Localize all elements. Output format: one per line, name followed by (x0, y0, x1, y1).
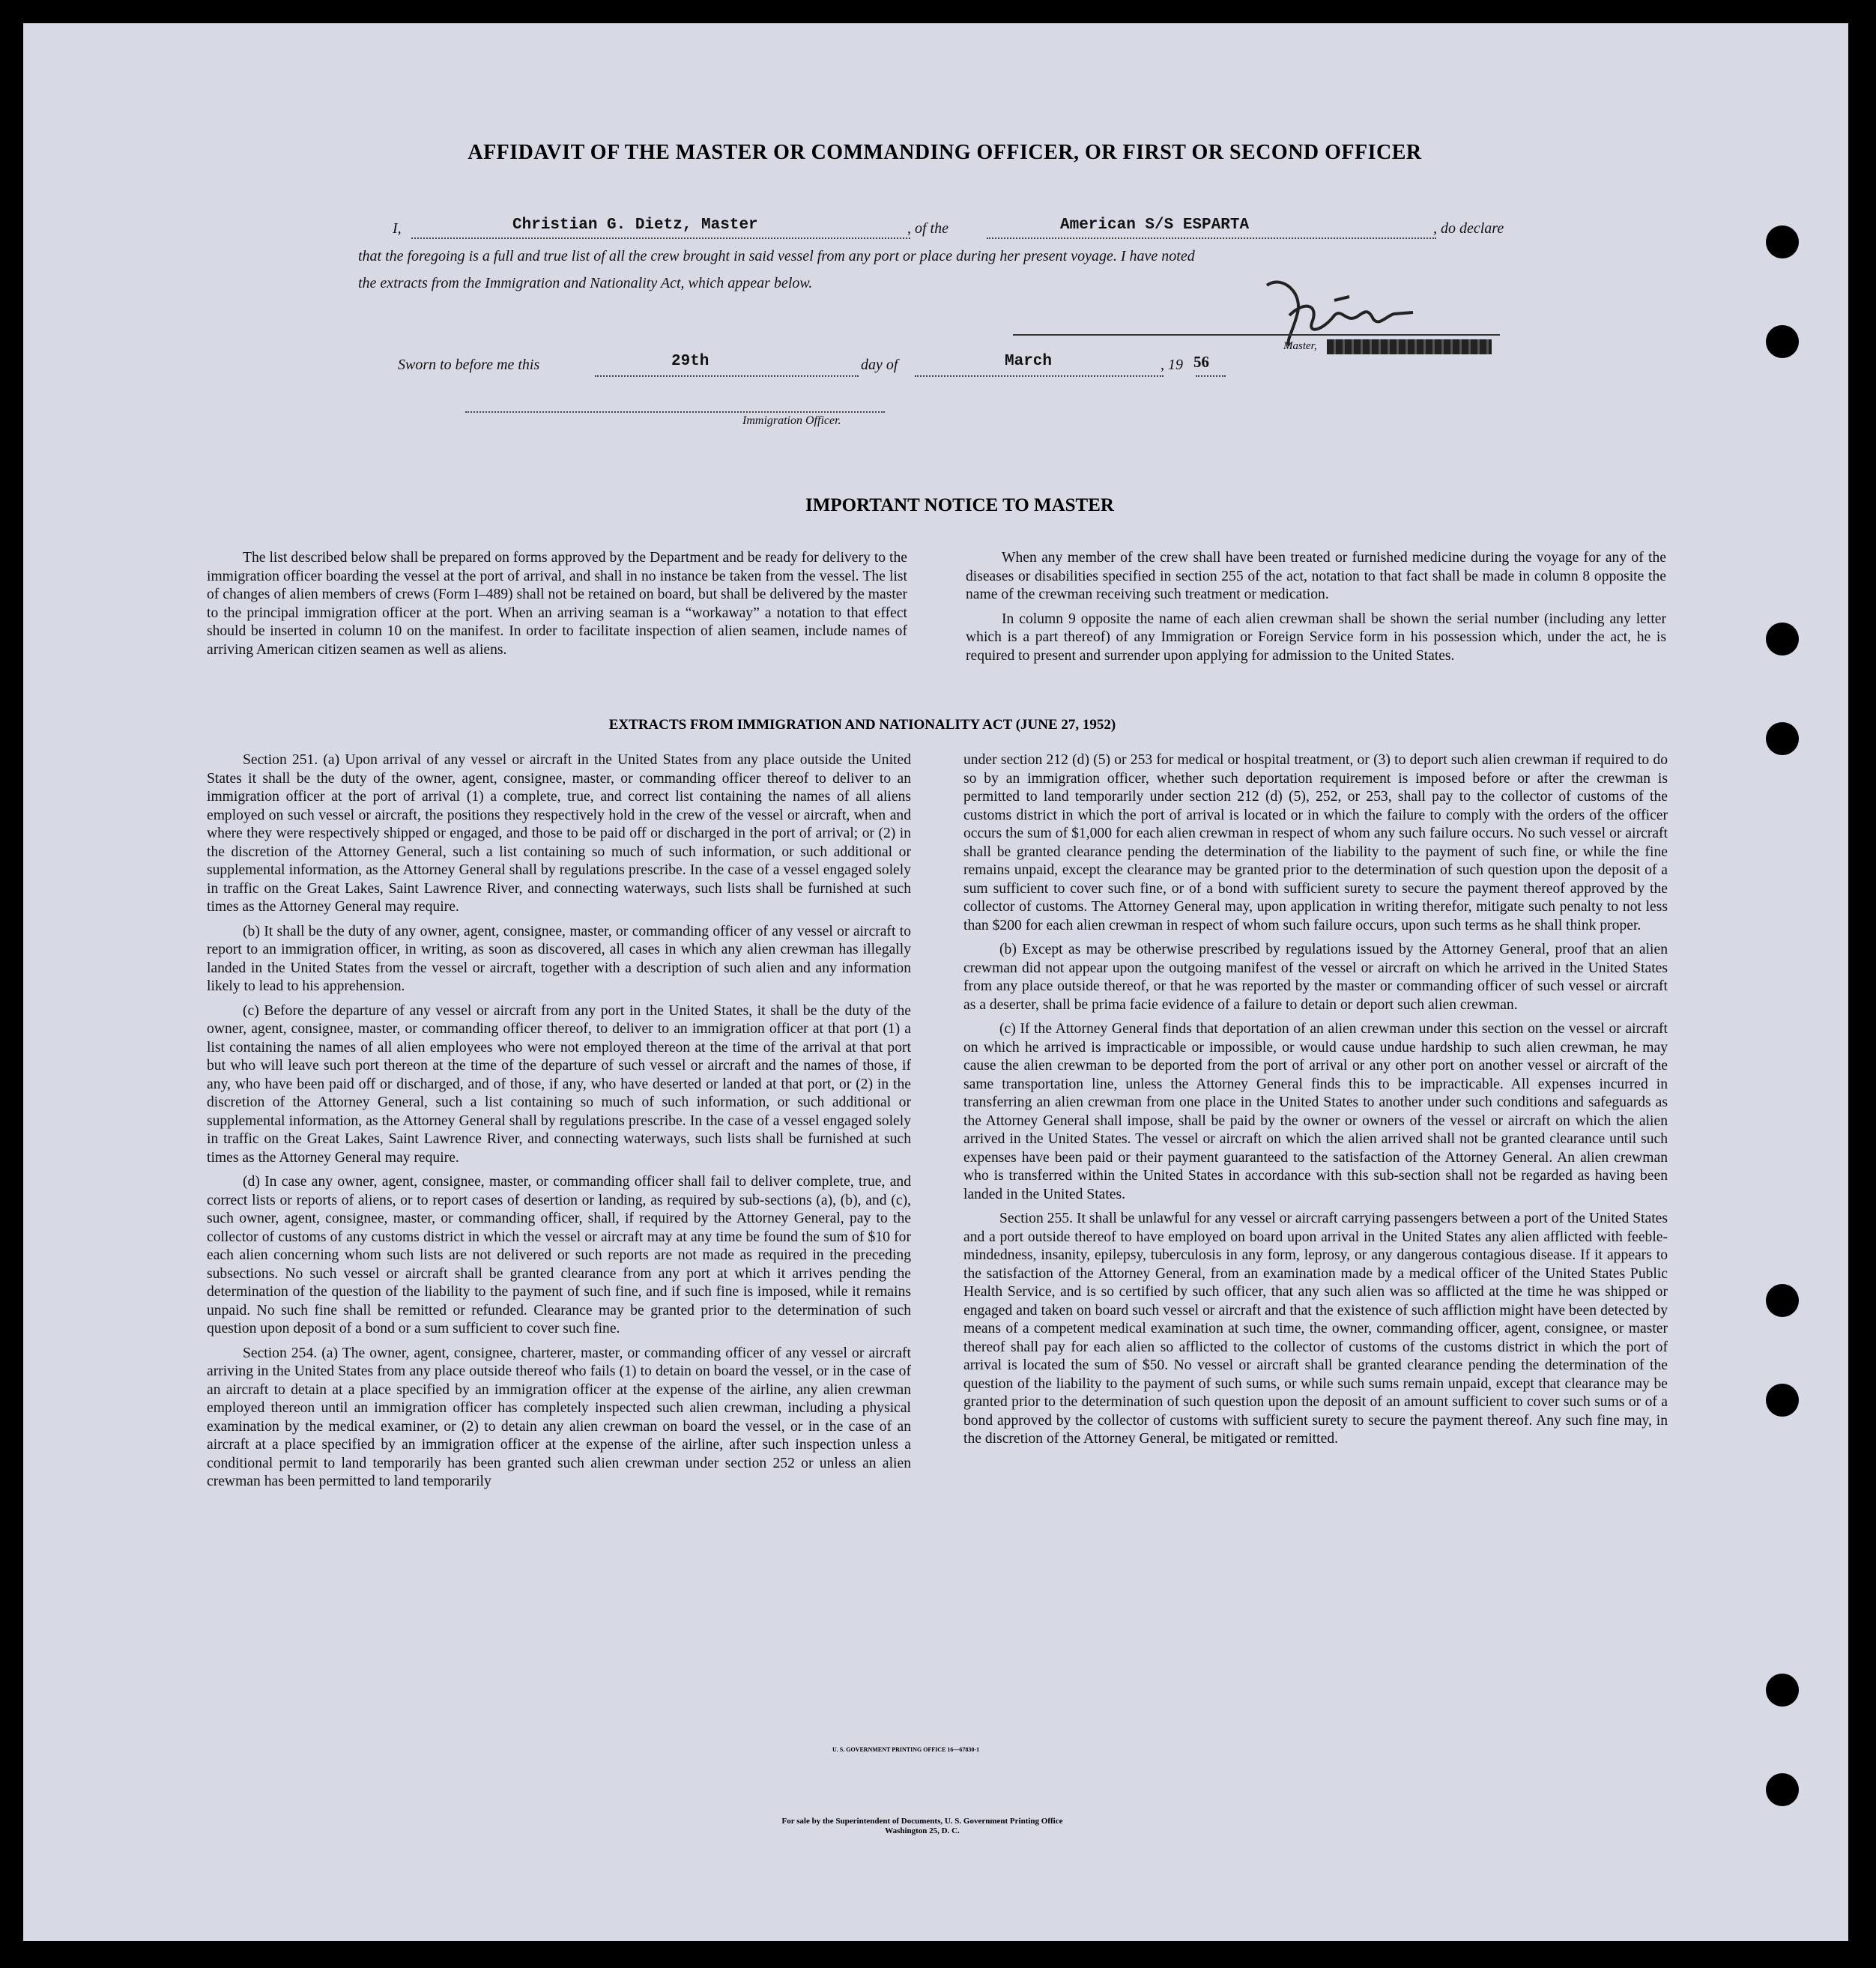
extracts-right-column (963, 751, 1668, 1455)
section-paragraph: (b) Except as may be otherwise prescribed by regulations issued by the Attorney General, proof that an alien crewman did not appear upon the outgoing manifest of the vessel or aircraft on which he arrived in the United States from any place outside thereof, or that he was reported by the master or commanding officer of such vessel or aircraft as a deserter, shall be prima facie evidence of a failure to detain or deport such alien crewman. (963, 942, 1668, 1013)
do-declare-label: , do declare (1433, 220, 1504, 237)
punch-hole (1766, 722, 1799, 755)
section-paragraph: (c) Before the departure of any vessel or aircraft from any port in the United States, it shall be the duty of the owner, agent, consignee, master, or commanding officer thereof, to deliver to an immigration officer at that port (1) a list containing the names of all alien employees who were not employed thereon at the time of the arrival at that port but who will leave such port thereon at the time of the departure of such vessel or aircraft and the names of those, if any, who have been paid off or discharged, and of those, if any, who have deserted or landed at that port, or (2) in the discretion of the Attorney General, such a list containing so much of such information, or such additional or supplemental information, as the Attorney General shall by regulations prescribe. In the case of a vessel engaged solely in traffic on the Great Lakes, Saint Lawrence River, and connecting waterways, such lists shall be furnished at such times as the Attorney General may require. (207, 1002, 911, 1166)
struck-title (1327, 339, 1492, 354)
section-paragraph: under section 212 (d) (5) or 253 for medical or hospital treatment, or (3) to deport such alien crewman if required to do so by an immigration officer, whether such deportation requirement is imposed before or after the crewman is permitted to land temporarily under section 212 (d) (5), 252, or 253, shall pay to the collector of customs of the customs district in which the port of arrival is located or in which the failure to comply with the orders of the officer occurs the sum of $1,000 for each alien crewman in respect of whom any such failure occurs. No such vessel or aircraft shall be granted clearance pending the determination of the liability to the payment of such fine, or while the fine remains unpaid, except the clearance may be granted prior to the determination of such question upon the deposit of a sum sufficient to cover such fine, or of a bond with sufficient surety to secure the payment thereof approved by the collector of customs. The Attorney General may, upon application in writing therefor, mitigate such penalty to not less than $200 for each alien crewman in respect of whom such failure occurs, upon such terms as he shall think proper. (963, 752, 1668, 933)
sworn-month: March (1005, 353, 1053, 370)
name-line (411, 237, 910, 239)
sworn-day: 29th (671, 353, 709, 370)
of-the-label: , of the (907, 220, 948, 237)
notice-left-column (207, 549, 907, 665)
extracts-heading: EXTRACTS FROM IMMIGRATION AND NATIONALITY ACT (JUNE 27, 1952) (608, 717, 1116, 733)
punch-hole (1766, 1773, 1799, 1806)
section-paragraph: Section 254. (a) The owner, agent, consignee, charterer, master, or commanding officer of any vessel or aircraft arriving in the United States from any place outside thereof who fails (1) to detain on board the vessel, or in the case of an aircraft to detain at a place specified by an immigration officer at the expense of the airline, any alien crewman employed thereon until an immigration officer has completely inspected such alien crewman, including a physical examination by the medical examiner, or (2) to detain any alien crewman on board the vessel, or in the case of an aircraft at a place specified by an immigration officer at the expense of the airline, after such inspection unless a conditional permit to land temporarily has been granted such alien crewman under section 252 or unless an alien crewman has been permitted to land temporarily (207, 1345, 911, 1489)
document-page (23, 23, 1848, 1941)
day-line (595, 375, 859, 377)
declaration-line-3: the extracts from the Immigration and Nationality Act, which appear below. (358, 275, 813, 291)
year-line (1196, 375, 1226, 377)
signature-line (1013, 334, 1500, 336)
footer-line-1: For sale by the Superintendent of Documents, U. S. Government Printing Office (781, 1817, 1063, 1826)
printer-mark: U. S. GOVERNMENT PRINTING OFFICE 16—67830-1 (832, 1746, 980, 1753)
month-line (915, 375, 1164, 377)
footer-line-2: Washington 25, D. C. (885, 1826, 960, 1835)
day-of-label: day of (861, 357, 898, 373)
affidavit-title: AFFIDAVIT OF THE MASTER OR COMMANDING OFFICER, OR FIRST OR SECOND OFFICER (468, 141, 1422, 164)
section-paragraph: (d) In case any owner, agent, consignee, master, or commanding officer shall fail to deliver complete, true, and correct lists or reports of aliens, or to report cases of desertion or landing, as required by sub-sections (a), (b), and (c), such owner, agent, consignee, master, or commanding officer, shall, if required by the Attorney General, pay to the collector of customs of any customs district in which the vessel or aircraft may at any time be found the sum of $10 for each alien concerning whom such lists are not delivered or such reports are not made as required in the preceding subsections. No such vessel or aircraft shall be granted clearance from any port at which it arrives pending the determination of the question of the liability to the payment of such fine, and if such fine is imposed, while it remains unpaid. No such fine shall be remitted or refunded. Clearance may be granted prior to the determination of such question upon deposit of a bond or a sum sufficient to cover such fine. (207, 1174, 911, 1336)
officer-line (465, 411, 885, 413)
vessel-name: American S/S ESPARTA (1060, 217, 1250, 234)
sworn-year: 56 (1193, 353, 1209, 371)
notice-right-column (966, 549, 1666, 671)
punch-hole (1766, 1284, 1799, 1317)
punch-hole (1766, 225, 1799, 258)
i-label: I, (393, 220, 402, 237)
notice-paragraph: When any member of the crew shall have been treated or furnished medicine during the voyage for any of the diseases or disabilities specified in section 255 of the act, notation to that fact shall be made in column 8 opposite the name of the crewman receiving such treatment or medication. (966, 550, 1666, 602)
footer (585, 1817, 1259, 1836)
notice-paragraph: In column 9 opposite the name of each alien crewman shall be shown the serial number (including any letter which is a part thereof) of any Immigration or Foreign Service form in his possession which, under the act, he is required to present and surrender upon applying for admission to the United States. (966, 611, 1666, 664)
extracts-left-column (207, 751, 911, 1498)
section-paragraph: Section 251. (a) Upon arrival of any vessel or aircraft in the United States from any place outside the United States it shall be the duty of the owner, agent, consignee, master, or commanding officer thereof to deliver to an immigration officer at the port of arrival (1) a complete, true, and correct list containing the names of all aliens employed on such vessel or aircraft, the positions they respectively hold in the crew of the vessel or aircraft, when and where they were respectively shipped or engaged, and those to be paid off or discharged in the port of arrival; or (2) in the discretion of the Attorney General, such a list containing so much of such information, or such additional or supplemental information, as the Attorney General shall by regulations prescribe. In the case of a vessel engaged solely in traffic on the Great Lakes, Saint Lawrence River, and connecting waterways, such lists shall be furnished at such times as the Attorney General may require. (207, 752, 911, 915)
section-paragraph: Section 255. It shall be unlawful for any vessel or aircraft carrying passengers between a port of the United States and a port outside thereof to have employed on board upon arrival in the United States any alien afflicted with feeble-mindedness, insanity, epilepsy, tuberculosis in any form, leprosy, or any dangerous contagious disease. If it appears to the satisfaction of the Attorney General, from an examination made by a medical officer of the United States Public Health Service, and is so certified by such officer, that any such alien was so afflicted at the time he was shipped or engaged and taken on board such vessel or aircraft and that the existence of such affliction might have been detected by means of a competent medical examination at such time, the owner, commanding officer, agent, consignee, or master thereof shall pay for each alien so afflicted to the collector of customs of the customs district in which the port of arrival is located the sum of $50. No vessel or aircraft shall be granted clearance pending the determination of the question of the liability to the payment of such sums, or while such sums remain unpaid, except that clearance may be granted prior to the determination of such question upon the deposit of an amount sufficient to cover such sums or of a bond approved by the collector of customs with sufficient surety to secure the payment thereof. Any such fine may, in the discretion of the Attorney General, be mitigated or remitted. (963, 1211, 1668, 1447)
master-label: Master, (1283, 340, 1317, 352)
punch-hole (1766, 1674, 1799, 1707)
section-paragraph: (c) If the Attorney General finds that deportation of an alien crewman under this section on the vessel or aircraft on which he arrived is impracticable or impossible, or would cause undue hardship to such alien crewman, he may cause the alien crewman to be deported from the port of arrival or any other port on another vessel or aircraft of the same transportation line, unless the Attorney General finds this to be impracticable. All expenses incurred in transferring an alien crewman from one place in the United States to another under such conditions and safeguards as the Attorney General shall impose, shall be paid by the owner or owners of the vessel or aircraft on which the alien arrived in the United States. The vessel or aircraft on which the alien arrived shall not be granted clearance until such expenses have been paid or their payment guaranteed to the satisfaction of the Attorney General. An alien crewman who is transferred within the United States in accordance with this sub-section shall not be regarded as having been landed in the United States. (963, 1021, 1668, 1202)
year-prefix: , 19 (1161, 357, 1183, 373)
sworn-label: Sworn to before me this (398, 357, 540, 373)
master-name: Christian G. Dietz, Master (512, 217, 758, 234)
notice-heading: IMPORTANT NOTICE TO MASTER (805, 495, 1114, 515)
punch-hole (1766, 1384, 1799, 1417)
notice-paragraph: The list described below shall be prepared on forms approved by the Department and be ready for delivery to the immigration officer boarding the vessel at the port of arrival, and shall in no instance be taken from the vessel. The list of changes of alien members of crews (Form I–489) shall not be retained on board, but shall be delivered by the master to the principal immigration officer at the port. When an arriving seaman is a “workaway” a notation to that effect should be inserted in column 10 on the manifest. In order to facilitate inspection of alien seamen, include names of arriving American citizen seamen as well as aliens. (207, 550, 907, 658)
vessel-line (987, 237, 1436, 239)
section-paragraph: (b) It shall be the duty of any owner, agent, consignee, master, or commanding officer of any vessel or aircraft to report to an immigration officer, in writing, as soon as discovered, all cases in which any alien crewman has illegally landed in the United States from the vessel or aircraft, together with a description of such alien and any information likely to lead to his apprehension. (207, 923, 911, 994)
declaration-line-2: that the foregoing is a full and true list of all the crew brought in said vessel from any port or place during her present voyage. I have noted (358, 248, 1195, 264)
immigration-officer-label: Immigration Officer. (742, 414, 841, 427)
punch-hole (1766, 623, 1799, 656)
punch-hole (1766, 325, 1799, 358)
